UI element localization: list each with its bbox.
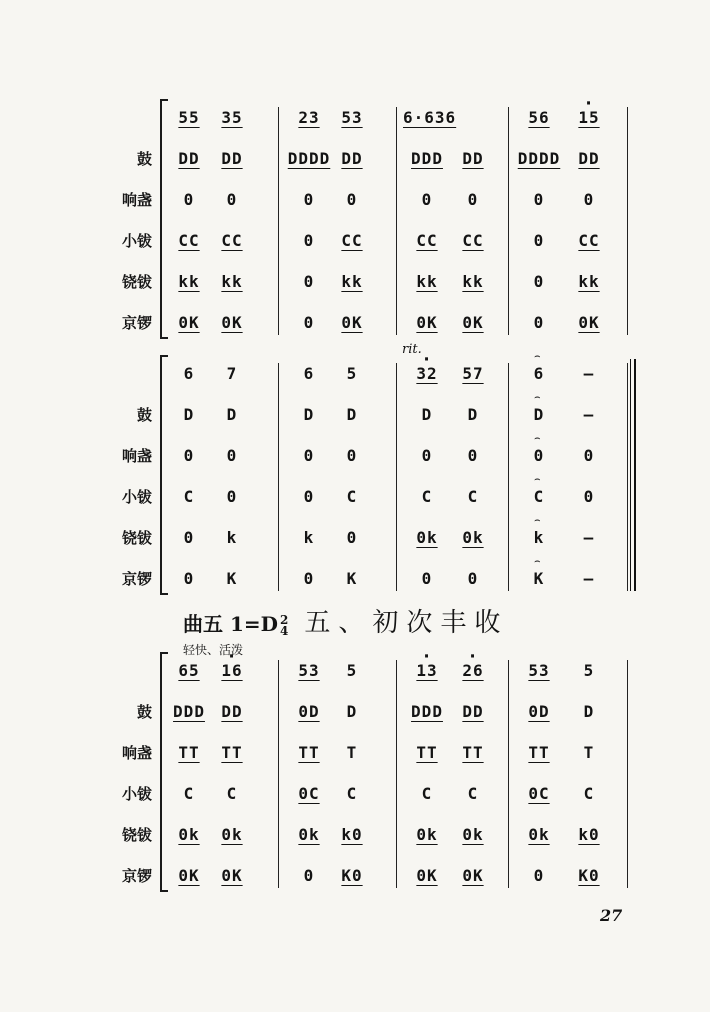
beat-cell: –: [583, 569, 595, 588]
beat-cell: C: [183, 487, 195, 506]
beat-cell: 0K: [341, 313, 363, 332]
part-row: [0, 308, 710, 338]
final-barline-thick: [634, 359, 636, 591]
beat-cell: –: [583, 528, 595, 547]
beat-cell: 0: [346, 446, 358, 465]
instrument-label: 京锣: [121, 867, 152, 885]
beat-cell: C: [533, 487, 545, 506]
part-row: [0, 482, 710, 512]
melody-row: [0, 103, 710, 133]
beat-cell: D: [226, 405, 238, 424]
melody-note: 53: [528, 661, 550, 680]
part-row: [0, 738, 710, 768]
melody-note: 35: [221, 108, 243, 127]
rit-marking: rit.: [402, 342, 422, 357]
part-row: [0, 441, 710, 471]
instrument-label: 响盏: [121, 447, 152, 465]
beat-cell: 0: [303, 866, 315, 885]
beat-cell: C: [226, 784, 238, 803]
beat-cell: 0: [346, 528, 358, 547]
instrument-label: 鼓: [136, 703, 152, 721]
beat-cell: C: [421, 784, 433, 803]
melody-note: · 15: [565, 103, 613, 133]
bar-line: [627, 363, 628, 591]
part-row: [0, 185, 710, 215]
beat-cell: k0: [578, 825, 600, 844]
beat-cell: DDD: [411, 702, 443, 721]
melody-note: · 26: [449, 656, 497, 686]
instrument-label: 铙钹: [121, 826, 152, 844]
fermata-mark: ⌢: [534, 515, 541, 526]
melody-note: 56: [528, 108, 550, 127]
part-row: [0, 697, 710, 727]
bar-line: [627, 107, 628, 335]
page-number: 27: [600, 906, 623, 925]
piece-heading: [183, 602, 508, 639]
melody-row: [0, 656, 710, 686]
part-row: [0, 861, 710, 891]
beat-cell: 0: [533, 446, 545, 465]
beat-cell: –: [583, 405, 595, 424]
beat-cell: kk: [578, 272, 600, 291]
beat-cell: D: [183, 405, 195, 424]
instrument-label: 响盏: [121, 191, 152, 209]
part-row: [0, 226, 710, 256]
beat-cell: 0K: [416, 866, 438, 885]
part-row: [0, 400, 710, 430]
bar-line: [278, 363, 279, 591]
beat-cell: kk: [221, 272, 243, 291]
instrument-label: 小钹: [121, 232, 152, 250]
beat-cell: D: [467, 405, 479, 424]
beat-cell: 0K: [462, 313, 484, 332]
beat-cell: 0: [421, 446, 433, 465]
beat-cell: 0k: [462, 528, 484, 547]
instrument-label: 响盏: [121, 744, 152, 762]
beat-cell: K0: [578, 866, 600, 885]
melody-note: · 16: [208, 656, 256, 686]
beat-cell: DD: [221, 702, 243, 721]
instrument-label: 京锣: [121, 314, 152, 332]
beat-cell: T: [346, 743, 358, 762]
beat-cell: TT: [178, 743, 200, 762]
beat-cell: DD: [178, 149, 200, 168]
beat-cell: 0: [303, 446, 315, 465]
beat-cell: 0k: [221, 825, 243, 844]
beat-cell: 0: [183, 446, 195, 465]
fermata-mark: ⌢: [534, 433, 541, 444]
beat-cell: 0: [421, 569, 433, 588]
beat-cell: TT: [462, 743, 484, 762]
beat-cell: CC: [462, 231, 484, 250]
beat-cell: 0: [467, 446, 479, 465]
instrument-label: 小钹: [121, 488, 152, 506]
system-brace: [160, 652, 168, 892]
melody-note: 23: [298, 108, 320, 127]
melody-note: 53: [298, 661, 320, 680]
melody-note: 5: [346, 661, 358, 680]
fermata-mark: ⌢: [534, 474, 541, 485]
beat-cell: k: [226, 528, 238, 547]
beat-cell: C: [467, 784, 479, 803]
part-row: [0, 564, 710, 594]
beat-cell: kk: [462, 272, 484, 291]
beat-cell: 0: [346, 190, 358, 209]
beat-cell: DD: [341, 149, 363, 168]
beat-cell: k: [533, 528, 545, 547]
bar-line: [396, 107, 397, 335]
melody-note: –: [583, 364, 595, 383]
instrument-label: 小钹: [121, 785, 152, 803]
beat-cell: 0D: [298, 702, 320, 721]
instrument-label: 鼓: [136, 406, 152, 424]
beat-cell: 0k: [416, 825, 438, 844]
instrument-label: 铙钹: [121, 273, 152, 291]
beat-cell: 0C: [528, 784, 550, 803]
beat-cell: CC: [416, 231, 438, 250]
beat-cell: C: [346, 784, 358, 803]
beat-cell: 0D: [528, 702, 550, 721]
key-signature: 曲五 1=D: [183, 612, 278, 636]
beat-cell: DD: [578, 149, 600, 168]
beat-cell: kk: [341, 272, 363, 291]
beat-cell: C: [583, 784, 595, 803]
part-row: [0, 779, 710, 809]
beat-cell: C: [346, 487, 358, 506]
beat-cell: K0: [341, 866, 363, 885]
beat-cell: D: [303, 405, 315, 424]
melody-note: 65: [178, 661, 200, 680]
beat-cell: 0: [303, 487, 315, 506]
piece-title: 五、初次丰收: [304, 608, 509, 638]
beat-cell: 0k: [416, 528, 438, 547]
beat-cell: DDD: [411, 149, 443, 168]
melody-note: 55: [178, 108, 200, 127]
melody-note: 5: [346, 364, 358, 383]
beat-cell: 0K: [221, 866, 243, 885]
melody-note: 53: [341, 108, 363, 127]
beat-cell: DD: [462, 149, 484, 168]
system-brace: [160, 99, 168, 339]
bar-line: [627, 660, 628, 888]
beat-cell: 0: [533, 313, 545, 332]
beat-cell: D: [421, 405, 433, 424]
beat-cell: 0: [183, 190, 195, 209]
beat-cell: 0: [303, 313, 315, 332]
beat-cell: 0K: [578, 313, 600, 332]
part-row: [0, 267, 710, 297]
part-row: [0, 523, 710, 553]
bar-line: [396, 660, 397, 888]
beat-cell: 0: [583, 190, 595, 209]
time-signature: [279, 612, 289, 638]
part-row: [0, 820, 710, 850]
beat-cell: TT: [528, 743, 550, 762]
part-row: [0, 144, 710, 174]
fermata-mark: ⌢: [534, 556, 541, 567]
beat-cell: DDDD: [287, 149, 331, 168]
beat-cell: 0K: [178, 866, 200, 885]
beat-cell: 0: [226, 446, 238, 465]
beat-cell: C: [421, 487, 433, 506]
beat-cell: 0: [183, 569, 195, 588]
beat-cell: 0: [303, 569, 315, 588]
beat-cell: CC: [341, 231, 363, 250]
beat-cell: 0: [533, 866, 545, 885]
beat-cell: 0: [226, 190, 238, 209]
instrument-label: 鼓: [136, 150, 152, 168]
beat-cell: 0: [583, 446, 595, 465]
melody-note: 6·636: [403, 108, 457, 127]
melody-note: 57: [462, 364, 484, 383]
beat-cell: D: [346, 702, 358, 721]
beat-cell: D: [583, 702, 595, 721]
beat-cell: 0K: [178, 313, 200, 332]
beat-cell: CC: [178, 231, 200, 250]
beat-cell: 0: [467, 569, 479, 588]
beat-cell: 0: [533, 272, 545, 291]
beat-cell: 0: [533, 231, 545, 250]
melody-note: · 13: [403, 656, 451, 686]
beat-cell: 0: [226, 487, 238, 506]
melody-note: 6: [533, 364, 545, 383]
melody-note: 7: [226, 364, 238, 383]
beat-cell: K: [533, 569, 545, 588]
beat-cell: 0k: [528, 825, 550, 844]
beat-cell: kk: [416, 272, 438, 291]
beat-cell: C: [467, 487, 479, 506]
beat-cell: CC: [221, 231, 243, 250]
beat-cell: K: [346, 569, 358, 588]
beat-cell: D: [533, 405, 545, 424]
beat-cell: 0: [533, 190, 545, 209]
beat-cell: DDDD: [517, 149, 561, 168]
final-barline-thin: [630, 359, 631, 591]
tempo-marking: 轻快、活泼: [183, 643, 244, 657]
system-brace: [160, 355, 168, 595]
melody-note: 6: [303, 364, 315, 383]
beat-cell: 0: [467, 190, 479, 209]
bar-line: [278, 107, 279, 335]
fermata-mark: ⌢: [534, 351, 541, 362]
beat-cell: 0: [421, 190, 433, 209]
beat-cell: T: [583, 743, 595, 762]
melody-note: 5: [583, 661, 595, 680]
beat-cell: 0K: [221, 313, 243, 332]
beat-cell: 0k: [178, 825, 200, 844]
beat-cell: kk: [178, 272, 200, 291]
beat-cell: 0C: [298, 784, 320, 803]
instrument-label: 京锣: [121, 570, 152, 588]
bar-line: [396, 363, 397, 591]
beat-cell: TT: [221, 743, 243, 762]
beat-cell: TT: [298, 743, 320, 762]
melody-note: · 32: [403, 359, 451, 389]
beat-cell: DD: [221, 149, 243, 168]
beat-cell: CC: [578, 231, 600, 250]
beat-cell: DD: [462, 702, 484, 721]
bar-line: [278, 660, 279, 888]
beat-cell: 0: [303, 190, 315, 209]
beat-cell: 0: [583, 487, 595, 506]
beat-cell: k: [303, 528, 315, 547]
beat-cell: D: [346, 405, 358, 424]
bar-line: [508, 107, 509, 335]
beat-cell: 0: [303, 231, 315, 250]
beat-cell: 0k: [462, 825, 484, 844]
instrument-label: 铙钹: [121, 529, 152, 547]
beat-cell: DDD: [173, 702, 205, 721]
time-bottom: 4: [279, 623, 289, 638]
beat-cell: 0: [303, 272, 315, 291]
beat-cell: K: [226, 569, 238, 588]
beat-cell: TT: [416, 743, 438, 762]
beat-cell: C: [183, 784, 195, 803]
beat-cell: 0k: [298, 825, 320, 844]
beat-cell: k0: [341, 825, 363, 844]
bar-line: [508, 363, 509, 591]
beat-cell: 0: [183, 528, 195, 547]
time-top: 2: [279, 612, 289, 627]
fermata-mark: ⌢: [534, 392, 541, 403]
bar-line: [508, 660, 509, 888]
melody-note: 6: [183, 364, 195, 383]
beat-cell: 0K: [416, 313, 438, 332]
melody-row: [0, 359, 710, 389]
beat-cell: 0K: [462, 866, 484, 885]
